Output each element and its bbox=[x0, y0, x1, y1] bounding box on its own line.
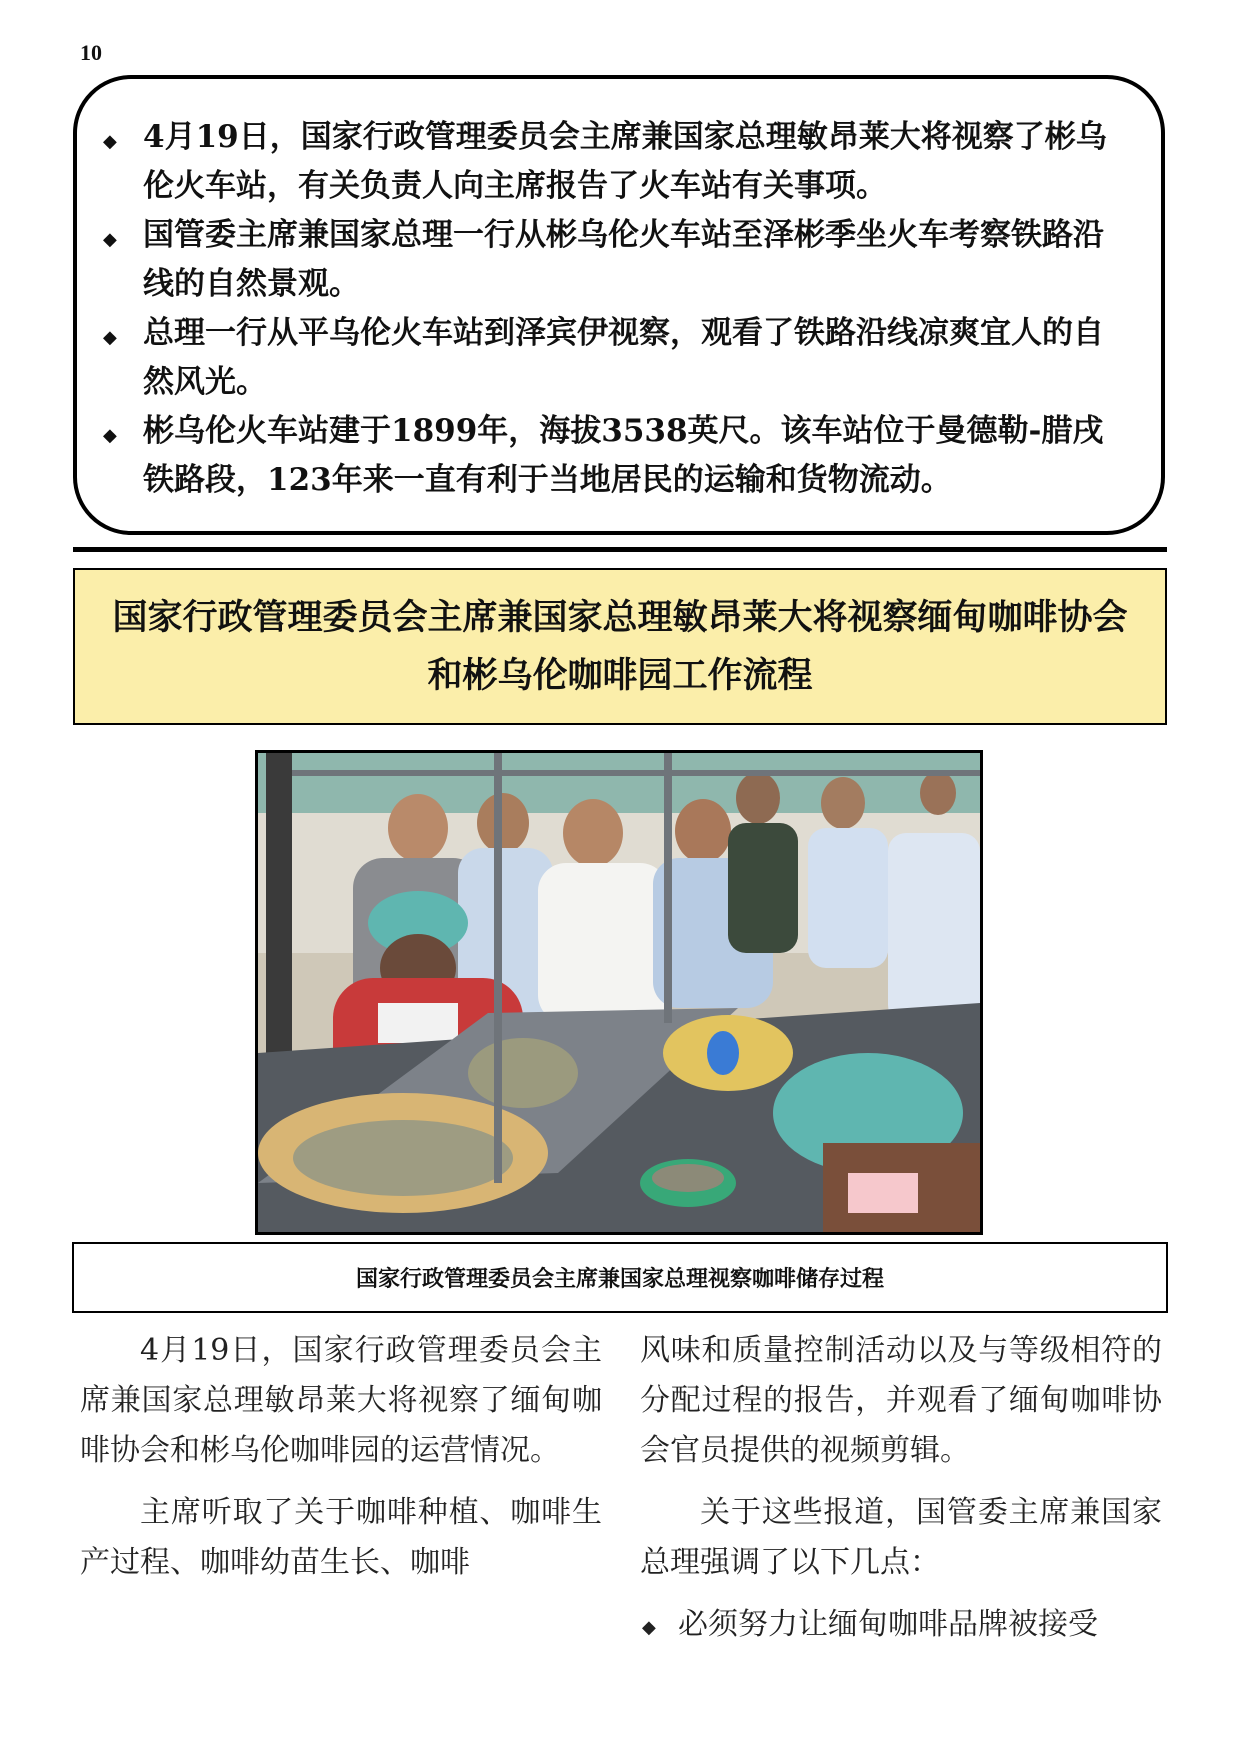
summary-bullet bbox=[99, 113, 1131, 211]
coffee-sorting-photo bbox=[258, 753, 980, 1232]
summary-bullet-list bbox=[99, 113, 1131, 505]
diamond-bullet-icon: ◆ bbox=[103, 131, 117, 152]
article-bullet bbox=[640, 1600, 1162, 1650]
page-number: 10 bbox=[80, 40, 102, 65]
article-bullet-text: 必须努力让缅甸咖啡品牌被接受 bbox=[678, 1607, 1098, 1642]
summary-bullet-text: 总理一行从平乌伦火车站到泽宾伊视察，观看了铁路沿线凉爽宜人的自然风光。 bbox=[143, 315, 1104, 400]
photo-caption-box bbox=[72, 1242, 1168, 1313]
diamond-bullet-icon: ◆ bbox=[642, 1617, 656, 1638]
headline-title: 国家行政管理委员会主席兼国家总理敏昂莱大将视察缅甸咖啡协会和彬乌伦咖啡园工作流程 bbox=[112, 597, 1128, 696]
article-paragraph: 主席听取了关于咖啡种植、咖啡生产过程、咖啡幼苗生长、咖啡 bbox=[80, 1495, 602, 1580]
photo-caption: 国家行政管理委员会主席兼国家总理视察咖啡储存过程 bbox=[355, 1267, 884, 1292]
news-photo bbox=[255, 750, 983, 1235]
article-paragraph: 4月19日，国家行政管理委员会主席兼国家总理敏昂莱大将视察了缅甸咖啡协会和彬乌伦咖啡园的运营情况。 bbox=[80, 1333, 602, 1468]
summary-bullet-text: 彬乌伦火车站建于1899年，海拔3538英尺。该车站位于曼德勒-腊戌铁路段，123年来一直有利于当地居民的运输和货物流动。 bbox=[143, 413, 1104, 498]
summary-bullet bbox=[99, 211, 1131, 309]
article-paragraph: 风味和质量控制活动以及与等级相符的分配过程的报告，并观看了缅甸咖啡协会官员提供的视频剪辑。 bbox=[640, 1333, 1162, 1468]
diamond-bullet-icon: ◆ bbox=[103, 425, 117, 446]
article-column-left bbox=[80, 1326, 602, 1600]
section-divider bbox=[73, 547, 1167, 552]
headline-box bbox=[73, 568, 1167, 725]
summary-box bbox=[73, 75, 1165, 535]
summary-bullet bbox=[99, 407, 1131, 505]
diamond-bullet-icon: ◆ bbox=[103, 229, 117, 250]
summary-bullet-text: 4月19日，国家行政管理委员会主席兼国家总理敏昂莱大将视察了彬乌伦火车站，有关负责人向主席报告了火车站有关事项。 bbox=[143, 119, 1107, 204]
article-paragraph: 关于这些报道，国管委主席兼国家总理强调了以下几点： bbox=[640, 1495, 1162, 1580]
diamond-bullet-icon: ◆ bbox=[103, 327, 117, 348]
article-column-right bbox=[640, 1326, 1162, 1650]
summary-bullet-text: 国管委主席兼国家总理一行从彬乌伦火车站至泽彬季坐火车考察铁路沿线的自然景观。 bbox=[143, 217, 1104, 302]
summary-bullet bbox=[99, 309, 1131, 407]
